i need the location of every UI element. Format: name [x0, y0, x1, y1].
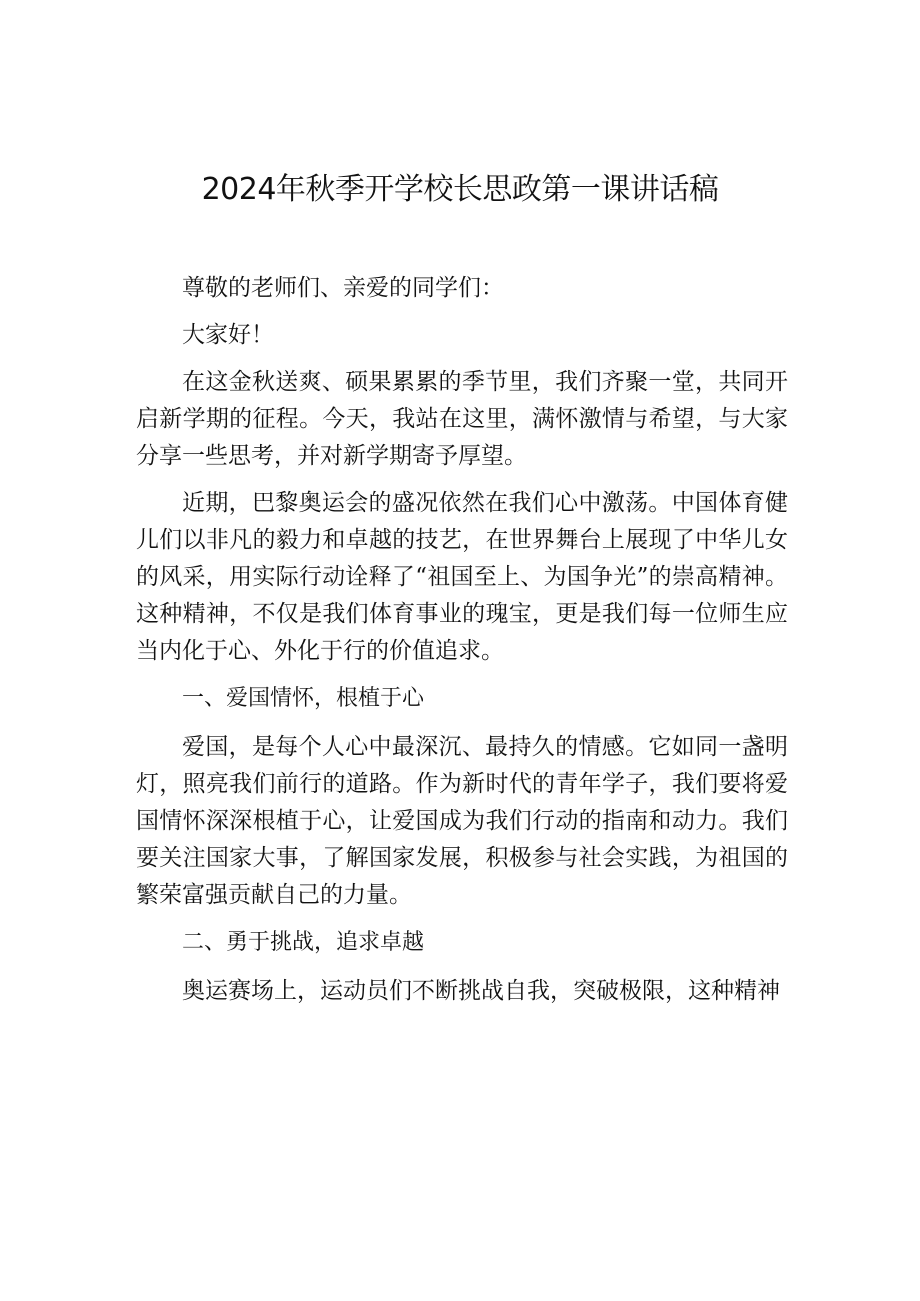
- section-heading-challenge: 二、勇于挑战，追求卓越: [182, 930, 425, 955]
- olympics-paragraph: 近期，巴黎奥运会的盛况依然在我们心中激荡。中国体育健儿们以非凡的毅力和卓越的技艺，在世界舞台上展现了中华儿女的风采，用实际行动诠释了“祖国至上、为国争光”的崇高精神。这种精神，不仅是我们体育事业的瑰宝，更是我们每一位师生应当内化于心、外化于行的价值追求。: [136, 490, 788, 664]
- salutation: 尊敬的老师们、亲爱的同学们：: [182, 275, 504, 301]
- document-title: 2024年秋季开学校长思政第一课讲话稿: [201, 172, 719, 207]
- document-body: [136, 270, 788, 1010]
- intro-paragraph: 在这金秋送爽、硕果累累的季节里，我们齐聚一堂，共同开启新学期的征程。今天，我站在这里，满怀激情与希望，与大家分享一些思考，并对新学期寄予厚望。: [136, 369, 788, 469]
- greeting: 大家好！: [182, 322, 274, 348]
- section-heading-patriotism: 一、爱国情怀，根植于心: [182, 686, 425, 711]
- section-paragraph-challenge: 奥运赛场上，运动员们不断挑战自我，突破极限，这种精神: [182, 978, 780, 1004]
- section-paragraph-patriotism: 爱国，是每个人心中最深沉、最持久的情感。它如同一盏明灯，照亮我们前行的道路。作为新时代的青年学子，我们要将爱国情怀深深根植于心，让爱国成为我们行动的指南和动力。我们要关注国家大事，了解国家发展，积极参与社会实践，为祖国的繁荣富强贡献自己的力量。: [136, 734, 788, 908]
